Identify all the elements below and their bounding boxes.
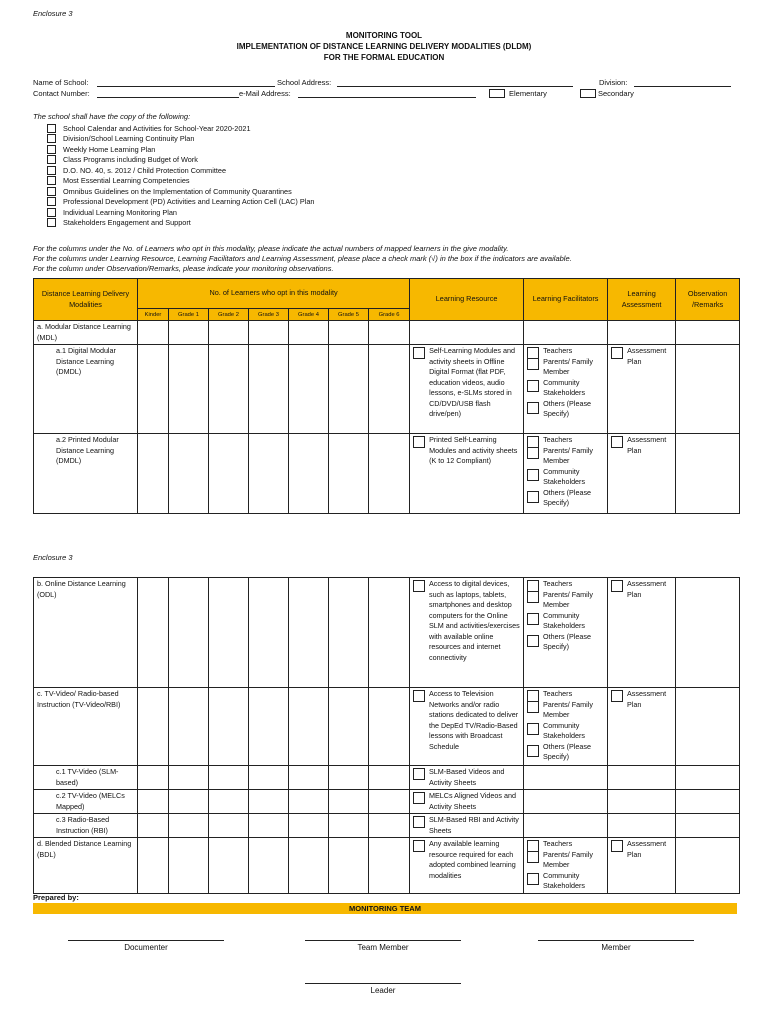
resource-checkbox[interactable] <box>413 580 425 592</box>
learner-count-cell[interactable] <box>329 814 369 838</box>
learner-count-cell[interactable] <box>209 814 249 838</box>
facilitator-label: Teachers <box>543 689 573 698</box>
learner-count-cell[interactable] <box>209 838 249 894</box>
resource-cell <box>410 434 524 514</box>
resource-text: Printed Self-Learning Modules and activity sheets (K to 12 Compliant) <box>429 435 518 465</box>
resource-cell <box>410 814 524 838</box>
name-of-school-field[interactable] <box>97 86 275 87</box>
learner-count-cell[interactable] <box>209 321 249 345</box>
assessment-cell <box>608 688 676 766</box>
resource-text: Any available learning resource required for each adopted combined learning modalities <box>429 839 516 880</box>
header-facilitators: Learning Facilitators <box>524 279 608 321</box>
facilitator-checkbox[interactable] <box>527 358 539 370</box>
team-member-signature <box>305 931 461 952</box>
learner-count-cell[interactable] <box>138 434 169 514</box>
instructions <box>33 244 753 274</box>
assessment-label: Assessment Plan <box>627 346 667 366</box>
learner-count-cell[interactable] <box>329 434 369 514</box>
documenter-label: Documenter <box>124 943 168 952</box>
table-row <box>34 578 740 688</box>
checklist-checkbox[interactable] <box>47 218 56 227</box>
email-address-label: e-Mail Address: <box>239 89 291 98</box>
facilitator-checkbox[interactable] <box>527 701 539 713</box>
resource-cell <box>410 790 524 814</box>
learner-count-cell[interactable] <box>369 688 410 766</box>
facilitator-label: Others (Please Specify) <box>543 487 592 507</box>
school-address-label: School Address: <box>277 78 332 87</box>
facilitator-checkbox[interactable] <box>527 447 539 459</box>
modality-label: b. Online Distance Learning (ODL) <box>34 578 138 688</box>
elementary-label: Elementary <box>509 89 547 98</box>
assessment-cell <box>608 790 676 814</box>
facilitator-label: Teachers <box>543 839 573 848</box>
learner-count-cell[interactable] <box>289 838 329 894</box>
facilitator-label: Parents/ Family Member <box>543 445 594 465</box>
resource-checkbox[interactable] <box>413 690 425 702</box>
instruction-line: For the columns under Learning Resource, Learning Facilitators and Learning Assessment, please place a check mark (√) in the box if the indicators are available. <box>33 254 572 263</box>
learner-count-cell[interactable] <box>169 578 209 688</box>
learner-count-cell[interactable] <box>369 814 410 838</box>
learner-count-cell[interactable] <box>138 345 169 434</box>
learner-count-cell[interactable] <box>289 345 329 434</box>
learner-count-cell[interactable] <box>329 578 369 688</box>
header-assessment: Learning Assessment <box>608 279 676 321</box>
facilitator-checkbox[interactable] <box>527 402 539 414</box>
table-row <box>34 688 740 766</box>
remarks-cell[interactable] <box>676 688 740 766</box>
learner-count-cell[interactable] <box>169 790 209 814</box>
facilitator-label: Community Stakeholders <box>543 610 585 630</box>
learner-count-cell[interactable] <box>209 345 249 434</box>
remarks-cell[interactable] <box>676 766 740 790</box>
learner-count-cell[interactable] <box>289 321 329 345</box>
resource-cell <box>410 321 524 345</box>
resource-checkbox[interactable] <box>413 347 425 359</box>
secondary-checkbox[interactable] <box>580 89 596 98</box>
resource-text: Access to digital devices, such as laptops, tablets, smartphones and desktop computers for the Online SLM and activities/exercises with available online resources and internet connectivity <box>429 579 520 662</box>
resource-text: Self-Learning Modules and activity sheets in Offline Digital Format (flat PDF, education videos, audio lessons, e-SLMs stored in CD/DVD/USB flash drive/pen) <box>429 346 515 418</box>
table-row <box>34 814 740 838</box>
remarks-cell[interactable] <box>676 578 740 688</box>
assessment-cell <box>608 838 676 894</box>
learner-count-cell[interactable] <box>138 321 169 345</box>
learner-count-cell[interactable] <box>249 434 289 514</box>
learner-count-cell[interactable] <box>138 790 169 814</box>
learner-count-cell[interactable] <box>169 838 209 894</box>
remarks-cell[interactable] <box>676 814 740 838</box>
header-grade: Grade 4 <box>289 309 329 321</box>
learner-count-cell[interactable] <box>209 434 249 514</box>
leader-signature <box>305 974 461 995</box>
learner-count-cell[interactable] <box>138 688 169 766</box>
facilitator-checkbox[interactable] <box>527 723 539 735</box>
instruction-line: For the columns under the No. of Learners who opt in this modality, please indicate the actual numbers of mapped learners in the give modality. <box>33 244 509 253</box>
facilitator-cell <box>524 790 608 814</box>
learner-count-cell[interactable] <box>289 688 329 766</box>
assessment-cell <box>608 814 676 838</box>
facilitator-checkbox[interactable] <box>527 851 539 863</box>
modality-label: c.1 TV-Video (SLM-based) <box>34 766 138 790</box>
enclosure-label: Enclosure 3 <box>33 9 73 18</box>
facilitator-cell <box>524 838 608 894</box>
resource-cell <box>410 688 524 766</box>
learner-count-cell[interactable] <box>249 321 289 345</box>
facilitator-label: Parents/ Family Member <box>543 356 594 376</box>
learner-count-cell[interactable] <box>169 814 209 838</box>
assessment-cell <box>608 321 676 345</box>
school-address-field[interactable] <box>337 86 573 87</box>
table-row <box>34 321 740 345</box>
assessment-cell <box>608 578 676 688</box>
assessment-label: Assessment Plan <box>627 579 667 599</box>
enclosure-label-2: Enclosure 3 <box>33 553 73 562</box>
resource-checkbox[interactable] <box>413 768 425 780</box>
learner-count-cell[interactable] <box>169 321 209 345</box>
facilitator-label: Teachers <box>543 435 573 444</box>
title-line-3: FOR THE FORMAL EDUCATION <box>323 53 445 62</box>
checklist-checkbox[interactable] <box>47 176 56 185</box>
modality-label: d. Blended Distance Learning (BDL) <box>34 838 138 894</box>
monitoring-team-band: MONITORING TEAM <box>33 903 737 914</box>
facilitator-checkbox[interactable] <box>527 635 539 647</box>
checklist-item: Stakeholders Engagement and Support <box>47 218 314 229</box>
learner-count-cell[interactable] <box>369 766 410 790</box>
remarks-cell[interactable] <box>676 790 740 814</box>
title-line-2: IMPLEMENTATION OF DISTANCE LEARNING DELIVERY MODALITIES (DLDM) <box>236 42 532 51</box>
assessment-label: Assessment Plan <box>627 689 667 709</box>
assessment-checkbox[interactable] <box>611 580 623 592</box>
learner-count-cell[interactable] <box>249 766 289 790</box>
header-dldm: Distance Learning Delivery Modalities <box>34 279 138 321</box>
contact-number-label: Contact Number: <box>33 89 90 98</box>
facilitator-cell <box>524 688 608 766</box>
assessment-cell <box>608 766 676 790</box>
checklist-item: Professional Development (PD) Activities and Learning Action Cell (LAC) Plan <box>47 197 314 208</box>
assessment-cell <box>608 434 676 514</box>
facilitator-cell <box>524 434 608 514</box>
signature-line[interactable] <box>538 931 694 941</box>
header-grade: Grade 2 <box>209 309 249 321</box>
resource-checkbox[interactable] <box>413 792 425 804</box>
facilitator-cell <box>524 578 608 688</box>
checklist-item: D.O. NO. 40, s. 2012 / Child Protection Committee <box>47 165 314 176</box>
assessment-checkbox[interactable] <box>611 690 623 702</box>
remarks-cell[interactable] <box>676 838 740 894</box>
facilitator-checkbox[interactable] <box>527 491 539 503</box>
monitoring-table-1 <box>33 278 740 514</box>
monitoring-table-2 <box>33 577 740 894</box>
contact-number-field[interactable] <box>97 97 239 98</box>
facilitator-checkbox[interactable] <box>527 469 539 481</box>
header-grade: Grade 5 <box>329 309 369 321</box>
checklist-item: Weekly Home Learning Plan <box>47 144 314 155</box>
remarks-cell[interactable] <box>676 321 740 345</box>
modality-label: c.2 TV-Video (MELCs Mapped) <box>34 790 138 814</box>
resource-text: SLM-Based Videos and Activity Sheets <box>429 767 505 787</box>
checklist-checkbox[interactable] <box>47 208 56 217</box>
facilitator-cell <box>524 345 608 434</box>
email-address-field[interactable] <box>298 97 476 98</box>
checklist-item: Most Essential Learning Competencies <box>47 176 314 187</box>
documenter-signature <box>68 931 224 952</box>
checklist-checkbox[interactable] <box>47 197 56 206</box>
modality-label: c. TV-Video/ Radio-based Instruction (TV-Video/RBI) <box>34 688 138 766</box>
learner-count-cell[interactable] <box>289 766 329 790</box>
learner-count-cell[interactable] <box>329 766 369 790</box>
checklist-checkbox[interactable] <box>47 155 56 164</box>
name-of-school-label: Name of School: <box>33 78 89 87</box>
header-learners: No. of Learners who opt in this modality <box>138 279 410 309</box>
learner-count-cell[interactable] <box>138 838 169 894</box>
learner-count-cell[interactable] <box>369 434 410 514</box>
checklist-checkbox[interactable] <box>47 134 56 143</box>
prepared-by-label: Prepared by: <box>33 893 79 902</box>
assessment-label: Assessment Plan <box>627 435 667 455</box>
learner-count-cell[interactable] <box>249 790 289 814</box>
remarks-cell[interactable] <box>676 345 740 434</box>
member-label: Member <box>601 943 631 952</box>
header-remarks: Observation /Remarks <box>676 279 740 321</box>
checklist-checkbox[interactable] <box>47 187 56 196</box>
checklist-item: School Calendar and Activities for School-Year 2020-2021 <box>47 123 314 134</box>
facilitator-label: Teachers <box>543 579 573 588</box>
resource-checkbox[interactable] <box>413 816 425 828</box>
learner-count-cell[interactable] <box>289 814 329 838</box>
facilitator-label: Parents/ Family Member <box>543 849 593 869</box>
facilitator-checkbox[interactable] <box>527 591 539 603</box>
table-row <box>34 790 740 814</box>
facilitator-cell <box>524 766 608 790</box>
facilitator-label: Parents/ Family Member <box>543 699 593 719</box>
checklist <box>47 123 314 228</box>
learner-count-cell[interactable] <box>249 345 289 434</box>
assessment-checkbox[interactable] <box>611 840 623 852</box>
checklist-item: Omnibus Guidelines on the Implementation of Community Quarantines <box>47 186 314 197</box>
modality-label: a.1 Digital Modular Distance Learning (DMDL) <box>34 345 138 434</box>
facilitator-checkbox[interactable] <box>527 613 539 625</box>
facilitator-cell <box>524 814 608 838</box>
learner-count-cell[interactable] <box>289 790 329 814</box>
elementary-checkbox[interactable] <box>489 89 505 98</box>
header-grade: Kinder <box>138 309 169 321</box>
signature-line[interactable] <box>68 931 224 941</box>
learner-count-cell[interactable] <box>249 814 289 838</box>
facilitator-label: Others (Please Specify) <box>543 631 591 651</box>
modality-label: a. Modular Distance Learning (MDL) <box>34 321 138 345</box>
checklist-item: Division/School Learning Continuity Plan <box>47 134 314 145</box>
facilitator-label: Parents/ Family Member <box>543 589 593 609</box>
instruction-line: For the column under Observation/Remarks, please indicate your monitoring observations. <box>33 264 334 273</box>
member-signature <box>538 931 694 952</box>
facilitator-label: Community Stakeholders <box>543 377 586 397</box>
assessment-cell <box>608 345 676 434</box>
facilitator-label: Community Stakeholders <box>543 466 586 486</box>
learner-count-cell[interactable] <box>138 766 169 790</box>
assessment-checkbox[interactable] <box>611 436 623 448</box>
resource-checkbox[interactable] <box>413 436 425 448</box>
facilitator-label: Others (Please Specify) <box>543 741 591 761</box>
checklist-intro: The school shall have the copy of the following: <box>33 112 191 121</box>
learner-count-cell[interactable] <box>169 766 209 790</box>
learner-count-cell[interactable] <box>169 434 209 514</box>
checklist-checkbox[interactable] <box>47 124 56 133</box>
learner-count-cell[interactable] <box>369 345 410 434</box>
checklist-item: Individual Learning Monitoring Plan <box>47 207 314 218</box>
facilitator-cell <box>524 321 608 345</box>
learner-count-cell[interactable] <box>138 578 169 688</box>
learner-count-cell[interactable] <box>369 321 410 345</box>
learner-count-cell[interactable] <box>329 321 369 345</box>
table-row <box>34 838 740 894</box>
facilitator-label: Others (Please Specify) <box>543 398 592 418</box>
signature-line[interactable] <box>305 931 461 941</box>
modality-label: a.2 Printed Modular Distance Learning (DMDL) <box>34 434 138 514</box>
division-field[interactable] <box>634 86 731 87</box>
learner-count-cell[interactable] <box>369 838 410 894</box>
learner-count-cell[interactable] <box>138 814 169 838</box>
title-line-1: MONITORING TOOL <box>345 31 423 40</box>
resource-text: MELCs Aligned Videos and Activity Sheets <box>429 791 516 811</box>
table-row <box>34 434 740 514</box>
learner-count-cell[interactable] <box>209 766 249 790</box>
header-grade: Grade 3 <box>249 309 289 321</box>
learner-count-cell[interactable] <box>329 838 369 894</box>
secondary-label: Secondary <box>598 89 634 98</box>
assessment-checkbox[interactable] <box>611 347 623 359</box>
resource-text: Access to Television Networks and/or radio stations dedicated to deliver the DepEd TV/Radio-Based lessons with Broadcast Schedule <box>429 689 519 751</box>
learner-count-cell[interactable] <box>209 790 249 814</box>
facilitator-label: Community Stakeholders <box>543 870 585 890</box>
resource-text: SLM-Based RBI and Activity Sheets <box>429 815 519 835</box>
facilitator-checkbox[interactable] <box>527 380 539 392</box>
learner-count-cell[interactable] <box>169 688 209 766</box>
learner-count-cell[interactable] <box>329 688 369 766</box>
facilitator-label: Teachers <box>543 346 573 355</box>
header-resource: Learning Resource <box>410 279 524 321</box>
facilitator-checkbox[interactable] <box>527 745 539 757</box>
learner-count-cell[interactable] <box>329 345 369 434</box>
learner-count-cell[interactable] <box>289 434 329 514</box>
facilitator-label: Community Stakeholders <box>543 720 585 740</box>
learner-count-cell[interactable] <box>329 790 369 814</box>
resource-cell <box>410 838 524 894</box>
learner-count-cell[interactable] <box>289 578 329 688</box>
team-member-label: Team Member <box>357 943 409 952</box>
learner-count-cell[interactable] <box>369 790 410 814</box>
remarks-cell[interactable] <box>676 434 740 514</box>
resource-checkbox[interactable] <box>413 840 425 852</box>
learner-count-cell[interactable] <box>249 688 289 766</box>
learner-count-cell[interactable] <box>169 345 209 434</box>
resource-cell <box>410 345 524 434</box>
header-grade: Grade 1 <box>169 309 209 321</box>
leader-label: Leader <box>370 986 396 995</box>
header-grade: Grade 6 <box>369 309 410 321</box>
resource-cell <box>410 578 524 688</box>
table-row <box>34 345 740 434</box>
facilitator-checkbox[interactable] <box>527 873 539 885</box>
signature-line[interactable] <box>305 974 461 984</box>
learner-count-cell[interactable] <box>209 688 249 766</box>
learner-count-cell[interactable] <box>369 578 410 688</box>
learner-count-cell[interactable] <box>249 838 289 894</box>
checklist-checkbox[interactable] <box>47 166 56 175</box>
modality-label: c.3 Radio-Based Instruction (RBI) <box>34 814 138 838</box>
assessment-label: Assessment Plan <box>627 839 667 859</box>
checklist-checkbox[interactable] <box>47 145 56 154</box>
learner-count-cell[interactable] <box>249 578 289 688</box>
table-row <box>34 766 740 790</box>
learner-count-cell[interactable] <box>209 578 249 688</box>
checklist-item: Class Programs including Budget of Work <box>47 155 314 166</box>
division-label: Division: <box>599 78 628 87</box>
resource-cell <box>410 766 524 790</box>
